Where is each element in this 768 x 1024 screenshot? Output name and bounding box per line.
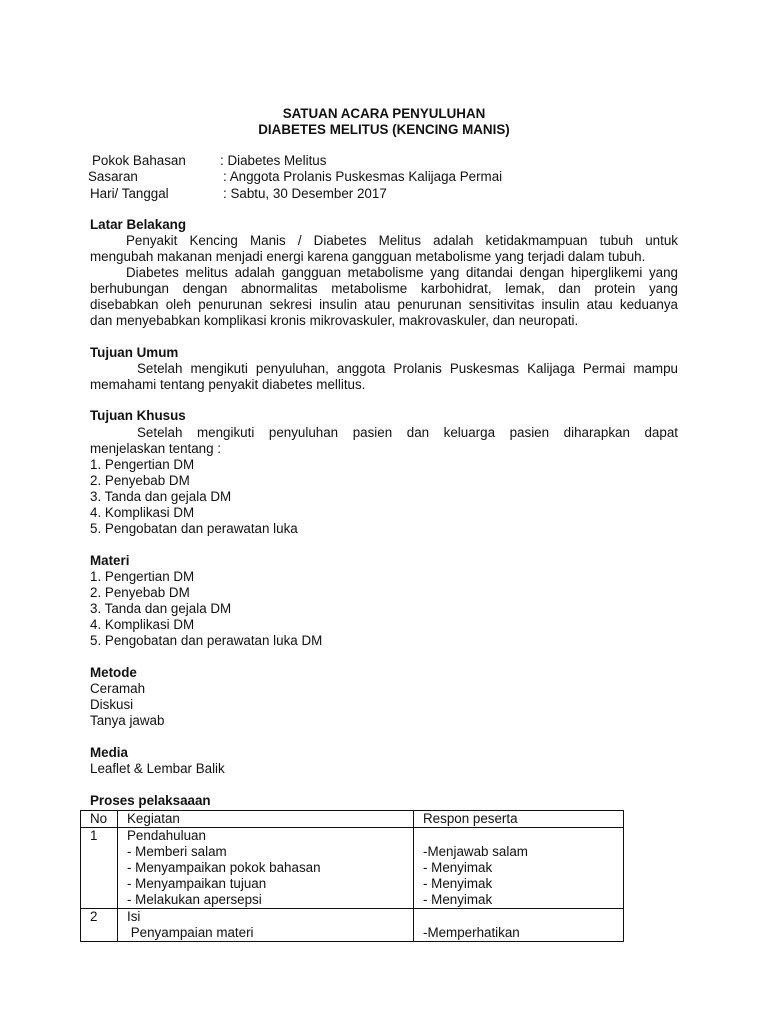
table-header-cell: Respon peserta	[414, 811, 624, 828]
list-item: Leaflet & Lembar Balik	[90, 761, 225, 776]
list-item: 4. Komplikasi DM	[90, 505, 195, 520]
table-cell-respon	[414, 909, 624, 942]
table-row	[81, 909, 624, 942]
list-item: 4. Komplikasi DM	[90, 617, 195, 632]
cell-line: - Menyimak	[423, 876, 493, 891]
materi-heading: Materi	[90, 553, 130, 568]
list-item: 1. Pengertian DM	[90, 457, 195, 472]
latar-line: disebabkan oleh penurunan sekresi insulin atau penurunan sensitivitas insulin atau keduanya	[90, 297, 678, 312]
table-cell-kegiatan	[118, 828, 414, 909]
list-item: 2. Penyebab DM	[90, 473, 190, 488]
latar-line: Diabetes melitus adalah gangguan metabolisme yang ditandai dengan hiperglikemi yang	[126, 265, 678, 280]
cell-line: -Menjawab salam	[423, 844, 528, 859]
cell-line: - Menyimak	[423, 860, 493, 875]
table-header-cell: No	[81, 811, 118, 828]
cell-line	[423, 909, 623, 925]
info-label-pokok: Pokok Bahasan	[92, 153, 186, 168]
list-item: Ceramah	[90, 681, 146, 696]
cell-line: - Memberi salam	[127, 844, 227, 859]
document-title: SATUAN ACARA PENYULUHAN	[282, 106, 486, 121]
cell-line: Isi	[127, 909, 141, 924]
latar-line: mengubah makanan menjadi energi karena gangguan metabolisme yang terjadi dalam tubuh.	[90, 249, 646, 264]
latar-heading: Latar Belakang	[90, 217, 187, 232]
tujuan-umum-heading: Tujuan Umum	[90, 345, 179, 360]
cell-line: -Memperhatikan	[423, 925, 520, 940]
table-row	[81, 828, 624, 909]
latar-line: dan menyebabkan komplikasi kronis mikrovaskuler, makrovaskuler, dan neuropati.	[90, 313, 579, 328]
tujuan-umum-line: memahami tentang penyakit diabetes mellitus.	[90, 377, 366, 392]
cell-line: Pendahuluan	[127, 828, 206, 843]
metode-heading: Metode	[90, 665, 137, 680]
tujuan-khusus-line: Setelah mengikuti penyuluhan pasien dan keluarga pasien diharapkan dapat	[137, 425, 678, 440]
info-value-tanggal: : Sabtu, 30 Desember 2017	[223, 186, 387, 201]
list-item: 1. Pengertian DM	[90, 569, 195, 584]
list-item: Tanya jawab	[90, 713, 165, 728]
tujuan-umum-line: Setelah mengikuti penyuluhan, anggota Prolanis Puskesmas Kalijaga Permai mampu	[137, 361, 678, 376]
table-cell-no: 2	[81, 909, 118, 942]
list-item: Diskusi	[90, 697, 134, 712]
info-label-sasaran: Sasaran	[88, 169, 138, 184]
latar-line: berhubungan dengan abnormalitas metabolisme karbohidrat, lemak, dan protein yang	[90, 281, 678, 296]
document-subtitle: DIABETES MELITUS (KENCING MANIS)	[258, 122, 510, 137]
list-item: 5. Pengobatan dan perawatan luka	[90, 521, 298, 536]
cell-line: - Menyampaikan tujuan	[127, 876, 267, 891]
cell-line: Penyampaian materi	[127, 925, 254, 940]
table-header-cell: Kegiatan	[118, 811, 414, 828]
list-item: 5. Pengobatan dan perawatan luka DM	[90, 633, 323, 648]
table-cell-kegiatan	[118, 909, 414, 942]
proses-table	[80, 810, 624, 942]
list-item: 2. Penyebab DM	[90, 585, 190, 600]
cell-line: - Menyimak	[423, 892, 493, 907]
latar-line: Penyakit Kencing Manis / Diabetes Melitus adalah ketidakmampuan tubuh untuk	[126, 233, 678, 248]
cell-line	[423, 828, 623, 844]
list-item: 3. Tanda dan gejala DM	[90, 489, 232, 504]
table-header-row	[81, 811, 624, 828]
info-value-pokok: : Diabetes Melitus	[220, 153, 327, 168]
tujuan-khusus-line: menjelaskan tentang :	[90, 441, 222, 456]
cell-line: - Melakukan apersepsi	[127, 892, 262, 907]
info-label-tanggal: Hari/ Tanggal	[90, 186, 169, 201]
cell-line: - Menyampaikan pokok bahasan	[127, 860, 321, 875]
table-cell-respon	[414, 828, 624, 909]
info-value-sasaran: : Anggota Prolanis Puskesmas Kalijaga Permai	[223, 169, 503, 184]
proses-heading: Proses pelaksaaan	[90, 793, 211, 808]
list-item: 3. Tanda dan gejala DM	[90, 601, 232, 616]
tujuan-khusus-heading: Tujuan Khusus	[90, 408, 186, 423]
table-cell-no: 1	[81, 828, 118, 909]
media-heading: Media	[90, 745, 128, 760]
